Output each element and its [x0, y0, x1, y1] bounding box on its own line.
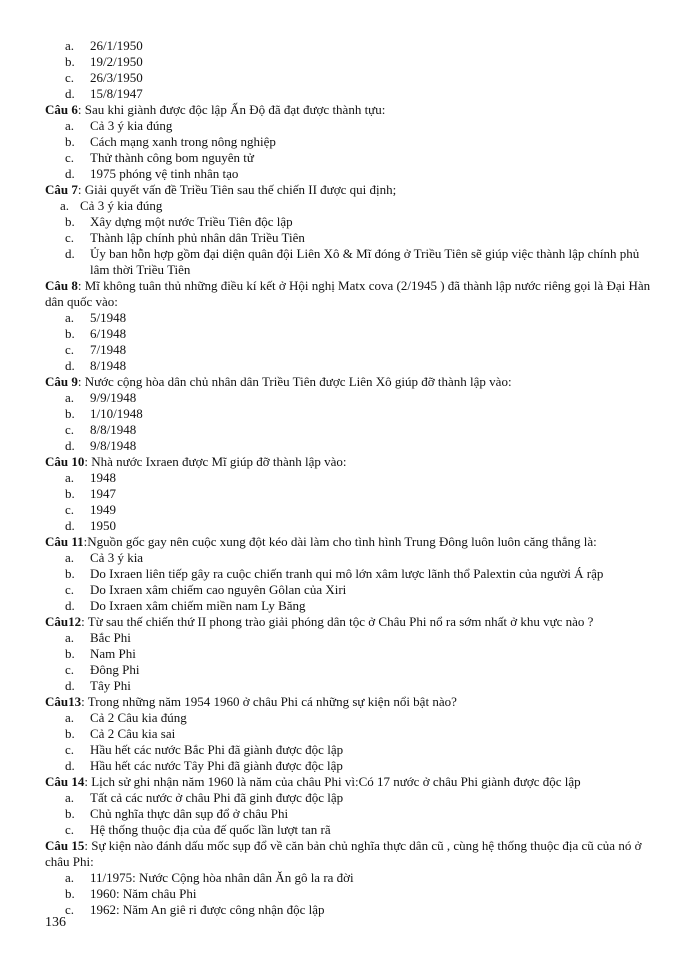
question-12	[45, 614, 665, 694]
option-text: Cả 2 Câu kia đúng	[90, 710, 187, 725]
option-text: Tây Phi	[90, 678, 131, 693]
option-a	[45, 630, 665, 646]
option-letter: c.	[65, 822, 75, 837]
question-14	[45, 774, 665, 838]
option-text: Cách mạng xanh trong nông nghiệp	[90, 134, 276, 149]
option-letter: c.	[65, 502, 75, 517]
option-letter: c.	[65, 230, 75, 245]
option-c	[45, 70, 665, 86]
question-number: Câu12	[45, 614, 82, 629]
option-text: 9/8/1948	[90, 438, 137, 453]
option-letter: c.	[65, 902, 75, 917]
option-c	[45, 662, 665, 678]
option-text: Cả 2 Câu kia sai	[90, 726, 176, 741]
option-d	[45, 518, 665, 534]
option-b	[45, 566, 665, 582]
option-b	[45, 486, 665, 502]
option-letter: a.	[65, 310, 75, 325]
option-a	[45, 470, 665, 486]
option-text: 8/1948	[90, 358, 127, 373]
option-text: 1950	[90, 518, 116, 533]
option-letter: c.	[65, 150, 75, 165]
option-letter: b.	[65, 134, 75, 149]
option-c	[45, 582, 665, 598]
option-b	[45, 726, 665, 742]
option-text: 1975 phóng vệ tinh nhân tạo	[90, 166, 239, 181]
option-letter: a.	[65, 390, 75, 405]
question-11	[45, 534, 665, 614]
option-text: Thử thành công bom nguyên tử	[90, 150, 254, 165]
question-text	[45, 694, 665, 710]
option-c	[45, 230, 665, 246]
option-text: 1947	[90, 486, 116, 501]
question-body: : Nước cộng hòa dân chủ nhân dân Triều Tiên được Liên Xô giúp đỡ thành lập vào:	[77, 374, 512, 389]
option-letter: d.	[65, 246, 75, 261]
option-letter: b.	[65, 214, 75, 229]
option-text: 19/2/1950	[90, 54, 143, 69]
question-text	[45, 182, 665, 198]
option-d	[45, 678, 665, 694]
question-number: Câu 14	[45, 774, 85, 789]
option-letter: b.	[65, 726, 75, 741]
option-c	[45, 822, 665, 838]
question-number: Câu13	[45, 694, 82, 709]
option-text: Xây dựng một nước Triều Tiên độc lập	[90, 214, 293, 229]
question-number: Câu 9	[45, 374, 78, 389]
option-letter: c.	[65, 662, 75, 677]
option-a	[45, 790, 665, 806]
question-body: : Sự kiện nào đánh dấu mốc sụp đổ về căn bản chủ nghĩa thực dân cũ , cùng hệ thống thuộc địa cũ của nó ở châu Phi:	[45, 838, 642, 869]
question-body: : Mĩ không tuân thủ những điều kí kết ở Hội nghị Matx cova (2/1945 ) đã thành lập nước riêng gọi là Đại Hàn dân quốc vào:	[45, 278, 651, 309]
option-letter: d.	[65, 166, 75, 181]
option-b	[45, 54, 665, 70]
option-text: 26/3/1950	[90, 70, 143, 85]
option-letter: c.	[65, 342, 75, 357]
option-b	[45, 886, 665, 902]
option-c	[45, 342, 665, 358]
option-text: 11/1975: Nước Cộng hòa nhân dân Ăn gô la ra đời	[90, 870, 354, 885]
option-text: 1949	[90, 502, 116, 517]
question-body: :Nguồn gốc gay nên cuộc xung đột kéo dài làm cho tình hình Trung Đông luôn luôn căng thẳng là:	[83, 534, 597, 549]
option-letter: b.	[65, 406, 75, 421]
option-text: Chủ nghĩa thực dân sụp đổ ở châu Phi	[90, 806, 289, 821]
question-text	[45, 534, 665, 550]
question-body: : Trong những năm 1954 1960 ở châu Phi cá những sự kiện nổi bật nào?	[81, 694, 457, 709]
option-text: Hầu hết các nước Bắc Phi đã giành được độc lập	[90, 742, 344, 757]
option-c	[45, 502, 665, 518]
option-text: 1962: Năm An giê ri được công nhận độc lập	[90, 902, 325, 917]
question-9	[45, 374, 665, 454]
option-letter: c.	[65, 422, 75, 437]
option-text: 6/1948	[90, 326, 127, 341]
option-text: Do Ixraen xâm chiếm miền nam Ly Băng	[90, 598, 306, 613]
option-d	[45, 358, 665, 374]
option-letter: a.	[65, 710, 75, 725]
option-text: Hầu hết các nước Tây Phi đã giành được độc lập	[90, 758, 343, 773]
option-letter: d.	[65, 358, 75, 373]
option-letter: a.	[65, 790, 75, 805]
option-a	[45, 550, 665, 566]
option-letter: d.	[65, 438, 75, 453]
option-text: Bắc Phi	[90, 630, 131, 645]
question-number: Câu 10	[45, 454, 85, 469]
option-text: 8/8/1948	[90, 422, 137, 437]
option-text: Cả 3 ý kia đúng	[80, 198, 163, 213]
option-d	[45, 166, 665, 182]
question-number: Câu 11	[45, 534, 84, 549]
question-number: Câu 15	[45, 838, 85, 853]
option-letter: b.	[65, 566, 75, 581]
option-a	[45, 118, 665, 134]
option-text: Cả 3 ý kia	[90, 550, 144, 565]
option-text: 1960: Năm châu Phi	[90, 886, 197, 901]
option-d	[45, 598, 665, 614]
quiz-content	[45, 38, 665, 918]
question-number: Câu 8	[45, 278, 78, 293]
option-text: 7/1948	[90, 342, 127, 357]
question-text	[45, 102, 665, 118]
option-b	[45, 406, 665, 422]
option-letter: a.	[60, 198, 70, 213]
option-letter: b.	[65, 886, 75, 901]
option-c	[45, 150, 665, 166]
option-text: 9/9/1948	[90, 390, 137, 405]
option-text: 26/1/1950	[90, 38, 143, 53]
option-a	[45, 38, 665, 54]
option-c	[45, 422, 665, 438]
question-6	[45, 102, 665, 182]
question-text	[45, 614, 665, 630]
question-number: Câu 7	[45, 182, 78, 197]
question-text	[45, 374, 665, 390]
question-text	[45, 454, 665, 470]
option-text: Cả 3 ý kia đúng	[90, 118, 173, 133]
option-letter: b.	[65, 54, 75, 69]
option-text: Thành lập chính phủ nhân dân Triều Tiên	[90, 230, 305, 245]
option-d	[45, 758, 665, 774]
option-text: Nam Phi	[90, 646, 136, 661]
option-text: 1948	[90, 470, 116, 485]
option-letter: a.	[65, 470, 75, 485]
option-d	[45, 86, 665, 102]
option-letter: a.	[65, 550, 75, 565]
question-text	[45, 278, 665, 310]
option-letter: b.	[65, 326, 75, 341]
question-8	[45, 278, 665, 374]
option-c	[45, 742, 665, 758]
question-block-continued	[45, 38, 665, 102]
option-letter: d.	[65, 518, 75, 533]
option-text: Tất cả các nước ở châu Phi đã ginh được độc lập	[90, 790, 344, 805]
option-letter: a.	[65, 870, 75, 885]
option-a	[45, 870, 665, 886]
option-b	[45, 806, 665, 822]
option-b	[45, 646, 665, 662]
option-letter: d.	[65, 598, 75, 613]
option-text: 15/8/1947	[90, 86, 143, 101]
option-c	[45, 902, 665, 918]
option-a	[45, 310, 665, 326]
question-body: : Nhà nước Ixraen được Mĩ giúp đỡ thành lập vào:	[84, 454, 347, 469]
question-13	[45, 694, 665, 774]
option-d	[45, 438, 665, 454]
option-b	[45, 134, 665, 150]
question-body: : Lịch sử ghi nhận năm 1960 là năm của châu Phi vì:Có 17 nước ở châu Phi giành được độc lập	[84, 774, 581, 789]
question-body: : Sau khi giành được độc lập Ấn Độ đã đạt được thành tựu:	[77, 102, 386, 117]
option-letter: a.	[65, 630, 75, 645]
question-10	[45, 454, 665, 534]
option-a	[45, 198, 665, 214]
option-text: Do Ixraen liên tiếp gây ra cuộc chiến tranh qui mô lớn xâm lược lãnh thổ Palextin của người Á rập	[90, 566, 604, 581]
question-15	[45, 838, 665, 918]
option-letter: a.	[65, 38, 75, 53]
option-text: Do Ixraen xâm chiếm cao nguyên Gôlan của Xiri	[90, 582, 347, 597]
option-text: Đông Phi	[90, 662, 140, 677]
option-letter: b.	[65, 806, 75, 821]
option-b	[45, 326, 665, 342]
question-text	[45, 774, 665, 790]
question-number: Câu 6	[45, 102, 78, 117]
question-body: : Từ sau thế chiến thứ II phong trào giải phóng dân tộc ở Châu Phi nổ ra sớm nhất ở khu vực nào ?	[81, 614, 594, 629]
question-text	[45, 838, 665, 870]
question-body: : Giải quyết vấn đề Triều Tiên sau thế chiến II được qui định;	[77, 182, 397, 197]
option-a	[45, 710, 665, 726]
option-text: 5/1948	[90, 310, 127, 325]
option-letter: d.	[65, 758, 75, 773]
option-letter: c.	[65, 582, 75, 597]
option-letter: a.	[65, 118, 75, 133]
option-b	[45, 214, 665, 230]
option-text: Hệ thống thuộc địa của đế quốc lần lượt tan rã	[90, 822, 331, 837]
question-7	[45, 182, 665, 278]
option-a	[45, 390, 665, 406]
option-letter: d.	[65, 678, 75, 693]
option-letter: d.	[65, 86, 75, 101]
page-number: 136	[45, 915, 66, 930]
option-text: Ủy ban hỗn hợp gồm đại diện quân đội Liên Xô & Mĩ đóng ở Triều Tiên sẽ giúp việc thành lập chính phủ lâm thời Triều Tiên	[90, 246, 640, 277]
option-letter: b.	[65, 486, 75, 501]
option-letter: c.	[65, 742, 75, 757]
option-letter: c.	[65, 70, 75, 85]
option-d	[45, 246, 665, 278]
option-text: 1/10/1948	[90, 406, 143, 421]
option-letter: b.	[65, 646, 75, 661]
